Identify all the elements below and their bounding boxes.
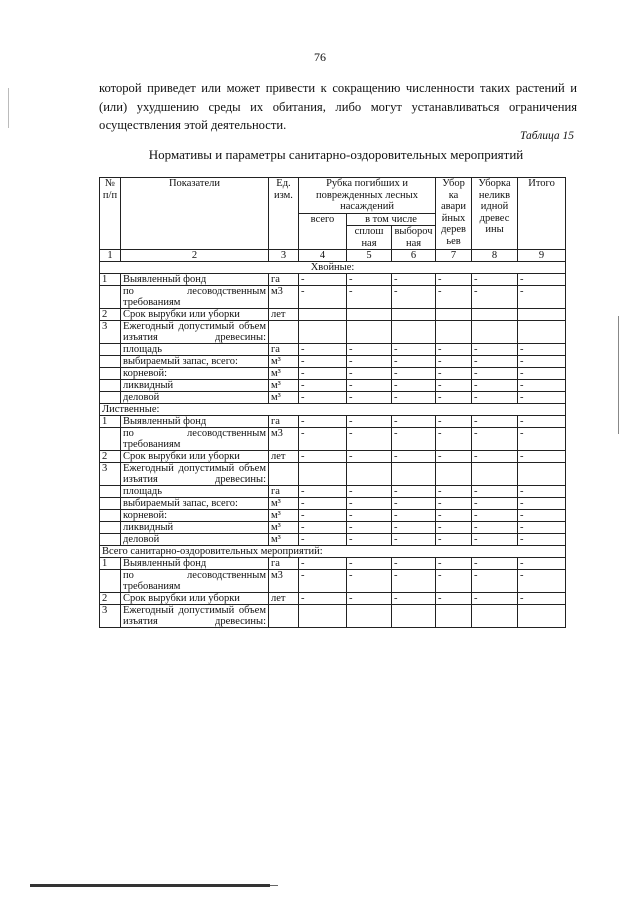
row-label: деловой xyxy=(121,534,269,546)
value-cell: - xyxy=(436,416,472,428)
value-cell: - xyxy=(299,344,347,356)
value-cell: - xyxy=(518,428,566,451)
table-row xyxy=(100,593,566,605)
value-cell: - xyxy=(436,274,472,286)
row-unit: м3 xyxy=(269,286,299,309)
row-label: выбираемый запас, всего: xyxy=(121,498,269,510)
row-number xyxy=(100,498,121,510)
value-cell: - xyxy=(436,380,472,392)
row-number: 2 xyxy=(100,309,121,321)
row-unit: м³ xyxy=(269,534,299,546)
row-number xyxy=(100,486,121,498)
value-cell: - xyxy=(472,392,518,404)
value-cell: - xyxy=(299,368,347,380)
row-label: по лесоводственным требованиям xyxy=(121,570,269,593)
value-cell: - xyxy=(518,593,566,605)
value-cell xyxy=(436,309,472,321)
row-label: выбираемый запас, всего: xyxy=(121,356,269,368)
table-label: Таблица 15 xyxy=(519,130,574,142)
value-cell xyxy=(436,605,472,628)
value-cell: - xyxy=(472,451,518,463)
column-number-cell: 2 xyxy=(121,250,269,262)
row-unit: га xyxy=(269,274,299,286)
value-cell: - xyxy=(518,344,566,356)
table-row xyxy=(100,356,566,368)
table-row xyxy=(100,451,566,463)
row-unit: м³ xyxy=(269,522,299,534)
column-number-cell: 8 xyxy=(472,250,518,262)
row-number: 3 xyxy=(100,321,121,344)
row-number xyxy=(100,534,121,546)
header-solid: сплош ная xyxy=(347,226,392,250)
value-cell xyxy=(472,605,518,628)
value-cell xyxy=(299,321,347,344)
value-cell: - xyxy=(299,356,347,368)
table-row xyxy=(100,286,566,309)
norms-table xyxy=(99,177,566,628)
value-cell: - xyxy=(347,522,392,534)
header-num: № п/п xyxy=(100,178,121,250)
value-cell: - xyxy=(347,344,392,356)
value-cell: - xyxy=(392,510,436,522)
value-cell: - xyxy=(299,380,347,392)
value-cell: - xyxy=(347,570,392,593)
value-cell xyxy=(472,463,518,486)
row-number xyxy=(100,428,121,451)
row-unit: м³ xyxy=(269,356,299,368)
table-row xyxy=(100,558,566,570)
value-cell xyxy=(472,321,518,344)
value-cell: - xyxy=(392,522,436,534)
table-row xyxy=(100,321,566,344)
value-cell: - xyxy=(472,274,518,286)
row-unit xyxy=(269,463,299,486)
row-label: Ежегодный допустимый объем изъятия древесины: xyxy=(121,605,269,628)
value-cell: - xyxy=(392,286,436,309)
value-cell: - xyxy=(347,428,392,451)
value-cell: - xyxy=(518,380,566,392)
row-unit: га xyxy=(269,486,299,498)
row-unit: м³ xyxy=(269,368,299,380)
value-cell: - xyxy=(392,356,436,368)
table-row xyxy=(100,510,566,522)
value-cell: - xyxy=(347,356,392,368)
row-unit: лет xyxy=(269,309,299,321)
scan-margin-mark xyxy=(8,88,9,128)
column-number-row xyxy=(100,250,566,262)
value-cell: - xyxy=(472,593,518,605)
value-cell: - xyxy=(347,510,392,522)
value-cell: - xyxy=(392,498,436,510)
row-label: Срок вырубки или уборки xyxy=(121,593,269,605)
value-cell: - xyxy=(472,356,518,368)
row-label: площадь xyxy=(121,486,269,498)
value-cell: - xyxy=(347,380,392,392)
value-cell: - xyxy=(392,570,436,593)
value-cell: - xyxy=(436,558,472,570)
value-cell: - xyxy=(472,570,518,593)
header-illiquid: Уборка неликв идной древес ины xyxy=(472,178,518,250)
value-cell: - xyxy=(472,522,518,534)
table-row xyxy=(100,486,566,498)
row-label: корневой: xyxy=(121,368,269,380)
table-row xyxy=(100,380,566,392)
value-cell xyxy=(299,605,347,628)
value-cell: - xyxy=(436,570,472,593)
value-cell: - xyxy=(518,486,566,498)
row-unit: м3 xyxy=(269,570,299,593)
row-unit xyxy=(269,605,299,628)
row-unit: га xyxy=(269,416,299,428)
value-cell: - xyxy=(392,274,436,286)
value-cell: - xyxy=(472,510,518,522)
value-cell xyxy=(299,309,347,321)
row-number xyxy=(100,510,121,522)
value-cell: - xyxy=(436,356,472,368)
header-total-col: всего xyxy=(299,213,347,250)
row-unit: м³ xyxy=(269,392,299,404)
value-cell xyxy=(518,605,566,628)
value-cell: - xyxy=(518,356,566,368)
row-number: 2 xyxy=(100,593,121,605)
value-cell: - xyxy=(392,392,436,404)
header-indicators: Показатели xyxy=(121,178,269,250)
row-label: по лесоводственным требованиям xyxy=(121,428,269,451)
table-row xyxy=(100,605,566,628)
table-row xyxy=(100,534,566,546)
column-number-cell: 9 xyxy=(518,250,566,262)
value-cell: - xyxy=(518,510,566,522)
row-unit: га xyxy=(269,344,299,356)
table-row xyxy=(100,498,566,510)
value-cell: - xyxy=(392,428,436,451)
value-cell: - xyxy=(472,498,518,510)
value-cell: - xyxy=(347,486,392,498)
value-cell: - xyxy=(472,380,518,392)
value-cell: - xyxy=(347,416,392,428)
value-cell: - xyxy=(347,274,392,286)
row-label: корневой: xyxy=(121,510,269,522)
section-header-row xyxy=(100,404,566,416)
value-cell: - xyxy=(436,510,472,522)
value-cell: - xyxy=(436,368,472,380)
value-cell: - xyxy=(472,344,518,356)
column-number-cell: 4 xyxy=(299,250,347,262)
column-number-cell: 7 xyxy=(436,250,472,262)
value-cell: - xyxy=(436,286,472,309)
page-number: 76 xyxy=(314,50,326,64)
row-number: 1 xyxy=(100,558,121,570)
column-number-cell: 5 xyxy=(347,250,392,262)
value-cell: - xyxy=(299,522,347,534)
value-cell: - xyxy=(472,428,518,451)
value-cell: - xyxy=(347,286,392,309)
value-cell xyxy=(436,463,472,486)
table-row xyxy=(100,274,566,286)
value-cell: - xyxy=(299,534,347,546)
value-cell xyxy=(392,309,436,321)
row-label: Выявленный фонд xyxy=(121,558,269,570)
value-cell xyxy=(347,605,392,628)
row-unit: м³ xyxy=(269,498,299,510)
value-cell: - xyxy=(299,416,347,428)
value-cell: - xyxy=(299,428,347,451)
row-number xyxy=(100,286,121,309)
value-cell: - xyxy=(392,486,436,498)
row-label: Выявленный фонд xyxy=(121,416,269,428)
row-label: деловой xyxy=(121,392,269,404)
value-cell: - xyxy=(299,451,347,463)
value-cell: - xyxy=(392,558,436,570)
value-cell: - xyxy=(436,428,472,451)
value-cell xyxy=(299,463,347,486)
table-row xyxy=(100,416,566,428)
column-number-cell: 3 xyxy=(269,250,299,262)
value-cell: - xyxy=(299,286,347,309)
section-header-row xyxy=(100,262,566,274)
value-cell: - xyxy=(347,593,392,605)
header-row-1 xyxy=(100,178,566,214)
header-cleanup: Убор ка авари йных дерев ьев xyxy=(436,178,472,250)
value-cell: - xyxy=(472,416,518,428)
value-cell xyxy=(518,321,566,344)
value-cell: - xyxy=(472,534,518,546)
value-cell: - xyxy=(392,416,436,428)
value-cell: - xyxy=(392,593,436,605)
value-cell xyxy=(518,463,566,486)
row-number: 2 xyxy=(100,451,121,463)
value-cell: - xyxy=(518,522,566,534)
row-label: Выявленный фонд xyxy=(121,274,269,286)
value-cell: - xyxy=(392,451,436,463)
value-cell: - xyxy=(299,558,347,570)
row-label: ликвидный xyxy=(121,522,269,534)
table-row xyxy=(100,392,566,404)
value-cell: - xyxy=(392,380,436,392)
row-number xyxy=(100,570,121,593)
section-title: Лиственные: xyxy=(100,404,566,416)
value-cell xyxy=(347,321,392,344)
table-row xyxy=(100,570,566,593)
value-cell: - xyxy=(347,368,392,380)
table-row xyxy=(100,309,566,321)
value-cell: - xyxy=(392,534,436,546)
value-cell: - xyxy=(436,344,472,356)
row-number: 1 xyxy=(100,274,121,286)
value-cell: - xyxy=(347,558,392,570)
row-label: ликвидный xyxy=(121,380,269,392)
scan-margin-mark xyxy=(618,316,619,434)
value-cell: - xyxy=(392,344,436,356)
row-number xyxy=(100,380,121,392)
row-number: 3 xyxy=(100,605,121,628)
value-cell: - xyxy=(299,593,347,605)
section-title: Хвойные: xyxy=(100,262,566,274)
row-unit: м3 xyxy=(269,428,299,451)
row-label: Ежегодный допустимый объем изъятия древесины: xyxy=(121,463,269,486)
value-cell: - xyxy=(347,451,392,463)
body-paragraph: которой приведет или может привести к сокращению численности таких растений и (или) ухудшению среды их обитания, либо могут устанавливаться ограничения осуществления этой деятельности. xyxy=(99,81,577,132)
value-cell: - xyxy=(518,392,566,404)
row-number xyxy=(100,368,121,380)
value-cell: - xyxy=(518,416,566,428)
value-cell: - xyxy=(299,498,347,510)
value-cell: - xyxy=(518,534,566,546)
header-felling: Рубка погибших и поврежденных лесных насаждений xyxy=(299,178,436,214)
table-row xyxy=(100,522,566,534)
row-number xyxy=(100,522,121,534)
row-number xyxy=(100,344,121,356)
row-unit xyxy=(269,321,299,344)
row-unit: га xyxy=(269,558,299,570)
table-row xyxy=(100,368,566,380)
value-cell xyxy=(436,321,472,344)
value-cell xyxy=(347,463,392,486)
value-cell: - xyxy=(299,392,347,404)
row-number xyxy=(100,356,121,368)
row-label: Срок вырубки или уборки xyxy=(121,309,269,321)
row-unit: лет xyxy=(269,593,299,605)
header-unit: Ед. изм. xyxy=(269,178,299,250)
value-cell: - xyxy=(472,368,518,380)
row-label: по лесоводственным требованиям xyxy=(121,286,269,309)
value-cell: - xyxy=(347,392,392,404)
header-total: Итого xyxy=(518,178,566,250)
value-cell: - xyxy=(436,522,472,534)
value-cell: - xyxy=(436,392,472,404)
value-cell: - xyxy=(436,593,472,605)
row-number: 1 xyxy=(100,416,121,428)
row-unit: м³ xyxy=(269,510,299,522)
row-number xyxy=(100,392,121,404)
value-cell: - xyxy=(392,368,436,380)
table-title: Нормативы и параметры санитарно-оздоровительных мероприятий xyxy=(148,147,524,162)
value-cell: - xyxy=(472,558,518,570)
section-header-row xyxy=(100,546,566,558)
value-cell xyxy=(392,605,436,628)
value-cell: - xyxy=(518,570,566,593)
value-cell: - xyxy=(347,498,392,510)
footer-rule xyxy=(270,885,278,886)
value-cell xyxy=(392,321,436,344)
row-number: 3 xyxy=(100,463,121,486)
value-cell: - xyxy=(436,486,472,498)
table-row xyxy=(100,428,566,451)
value-cell: - xyxy=(299,486,347,498)
table-row xyxy=(100,463,566,486)
row-unit: лет xyxy=(269,451,299,463)
row-label: Ежегодный допустимый объем изъятия древесины: xyxy=(121,321,269,344)
table-row xyxy=(100,344,566,356)
section-title: Всего санитарно-оздоровительных мероприятий: xyxy=(100,546,566,558)
value-cell: - xyxy=(518,368,566,380)
row-label: Срок вырубки или уборки xyxy=(121,451,269,463)
row-label: площадь xyxy=(121,344,269,356)
value-cell: - xyxy=(518,498,566,510)
value-cell: - xyxy=(436,534,472,546)
value-cell: - xyxy=(436,498,472,510)
value-cell: - xyxy=(436,451,472,463)
row-unit: м³ xyxy=(269,380,299,392)
value-cell xyxy=(392,463,436,486)
value-cell xyxy=(518,309,566,321)
value-cell: - xyxy=(472,486,518,498)
value-cell: - xyxy=(472,286,518,309)
value-cell xyxy=(472,309,518,321)
value-cell xyxy=(347,309,392,321)
footer-rule xyxy=(30,884,270,887)
value-cell: - xyxy=(518,558,566,570)
value-cell: - xyxy=(518,274,566,286)
value-cell: - xyxy=(347,534,392,546)
column-number-cell: 1 xyxy=(100,250,121,262)
header-incl: в том числе xyxy=(347,213,436,226)
column-number-cell: 6 xyxy=(392,250,436,262)
value-cell: - xyxy=(299,274,347,286)
value-cell: - xyxy=(518,451,566,463)
value-cell: - xyxy=(299,570,347,593)
header-selective: выбороч ная xyxy=(392,226,436,250)
value-cell: - xyxy=(299,510,347,522)
value-cell: - xyxy=(518,286,566,309)
